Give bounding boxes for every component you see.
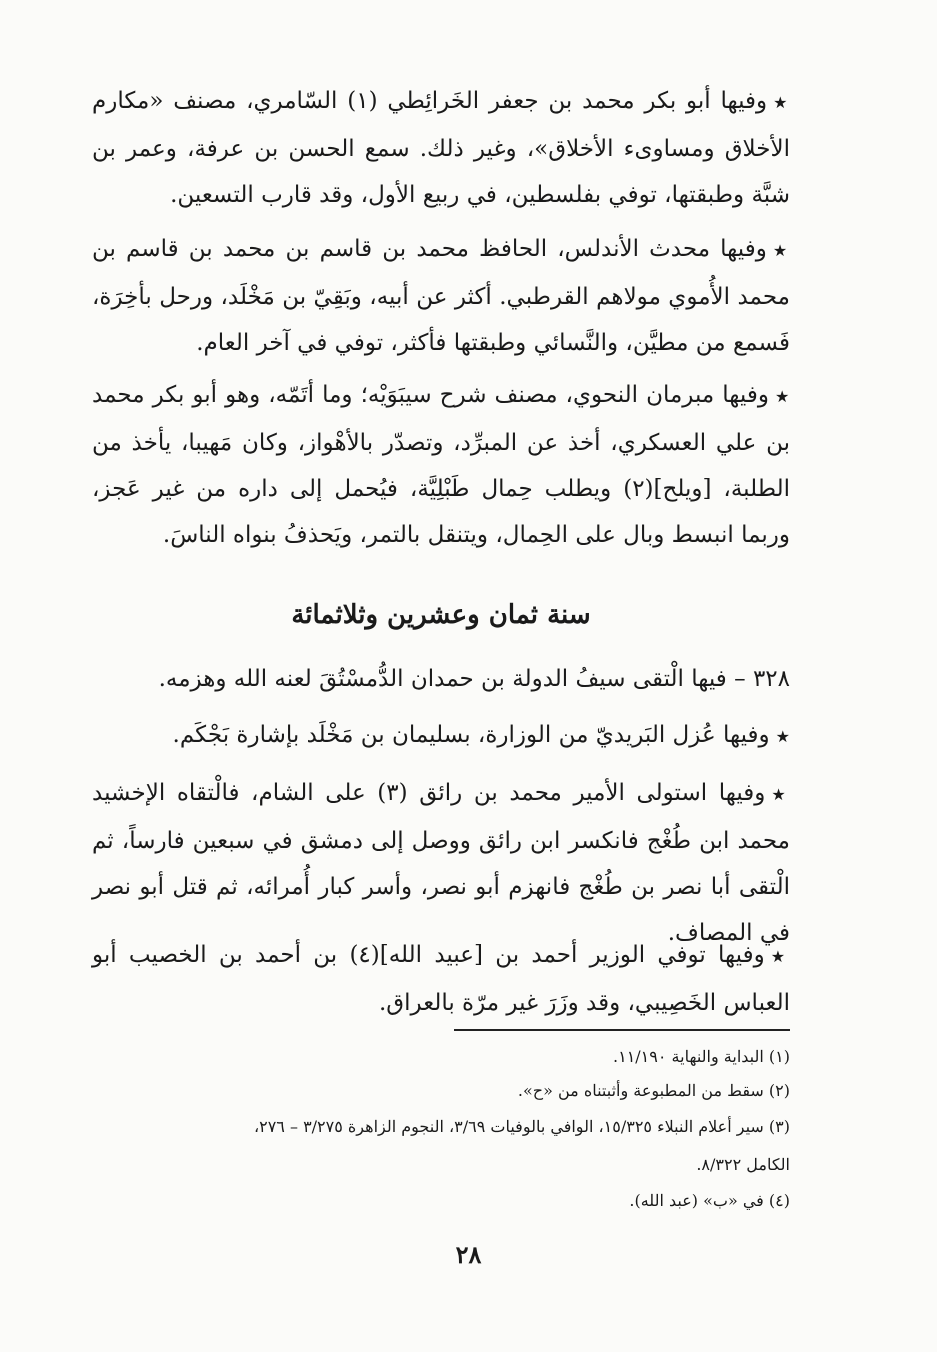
footnote-text: سقط من المطبوعة وأثبتناه من «ح». <box>517 1081 764 1100</box>
year-entry-text: فيها الْتقى سيفُ الدولة بن حمدان الدُّمسْتُقَ لعنه الله وهزمه. <box>158 666 727 692</box>
footnote-label: (٣) <box>768 1117 790 1136</box>
paragraph-text: وفيها استولى الأمير محمد بن رائق (٣) على الشام، فالْتقاه الإخشيد محمد ابن طُغْج فانكسر ابن رائق ووصل إلى دمشق في سبعين فارساً، ثم الْتقى أبا نصر بن طُغْج فانهزم أبو نصر، وأسر كبار أُمرائه، ثم قتل أبو نصر في المصاف. <box>92 780 790 946</box>
footnote-text: سير أعلام النبلاء ١٥/٣٢٥، الوافي بالوفيات ٣/٦٩، النجوم الزاهرة ٣/٢٧٥ – ٢٧٦، <box>253 1117 764 1136</box>
footnote-text: البداية والنهاية ١١/١٩٠. <box>613 1047 764 1066</box>
paragraph-qurtubi <box>92 226 790 366</box>
paragraph-kharaiti <box>92 78 790 218</box>
paragraph-text: وفيها مبرمان النحوي، مصنف شرح سيبَوَيْه؛ وما أتَمّه، وهو أبو بكر محمد بن علي العسكري، أخذ عن المبرِّد، وتصدّر بالأهْواز، وكان مَهيبا، يأخذ من الطلبة، [ويلح](٢) ويطلب حِمال طَبْلِيَّة، فيُحمل إلى داره من غير عَجز، وربما انبسط وبال على الحِمال، ويتنقل بالتمر، ويَحذفُ بنواه الناسَ. <box>92 382 790 548</box>
star-bullet: ★ <box>773 93 790 112</box>
paragraph-mabraman <box>92 372 790 558</box>
footnote-3 <box>92 1112 790 1142</box>
year-heading: سنة ثمان وعشرين وثلاثمائة <box>291 600 591 630</box>
star-bullet: ★ <box>771 785 791 804</box>
footnote-text: في «ب» (عبد الله). <box>629 1191 764 1210</box>
page-number: ٢٨ <box>455 1240 482 1269</box>
star-bullet: ★ <box>774 387 790 406</box>
footnote-label: (١) <box>768 1047 790 1066</box>
paragraph-text: وفيها عُزل البَريديّ من الوزارة، بسليمان بن مَخْلَد بإشارة بَجْكَم. <box>172 722 770 748</box>
paragraph-khasibi <box>92 932 790 1026</box>
year-entry <box>92 656 790 702</box>
year-number: ٣٢٨ <box>752 666 790 692</box>
paragraph-text: وفيها محدث الأندلس، الحافظ محمد بن قاسم بن محمد بن قاسم بن محمد الأُموي مولاهم القرطبي. أكثر عن أبيه، وبَقِيّ بن مَخْلَد، ورحل بأخِرَة، فَسمع من مطيَّن، والنَّسائي وطبقتها فأكثر، توفي في آخر العام. <box>92 236 790 356</box>
paragraph-text: وفيها توفي الوزير أحمد بن [عبيد الله](٤) بن أحمد بن الخصيب أبو العباس الخَصِيبي، وقد وزَرَ غير مرّة بالعراق. <box>92 942 790 1016</box>
star-bullet: ★ <box>772 241 791 260</box>
footnote-4 <box>92 1186 790 1216</box>
footnote-label: (٢) <box>768 1081 790 1100</box>
footnote-label: (٤) <box>768 1191 790 1210</box>
footnote-divider <box>454 1029 790 1031</box>
footnote-text: الكامل ٨/٣٢٢. <box>696 1155 790 1174</box>
paragraph-baridi <box>92 712 790 760</box>
year-dash: – <box>734 666 746 692</box>
star-bullet: ★ <box>770 947 790 966</box>
footnote-2 <box>92 1076 790 1106</box>
paragraph-ibn-raiq <box>92 770 790 956</box>
star-bullet: ★ <box>775 727 790 746</box>
footnote-1 <box>92 1042 790 1072</box>
footnote-3-continued <box>92 1150 830 1180</box>
paragraph-text: وفيها أبو بكر محمد بن جعفر الخَرائِطي (١) السّامري، مصنف «مكارم الأخلاق ومساوىء الأخلاق»، وغير ذلك. سمع الحسن بن عرفة، وعمر بن شبَّة وطبقتها، توفي بفلسطين، في ربيع الأول، وقد قارب التسعين. <box>92 88 790 208</box>
